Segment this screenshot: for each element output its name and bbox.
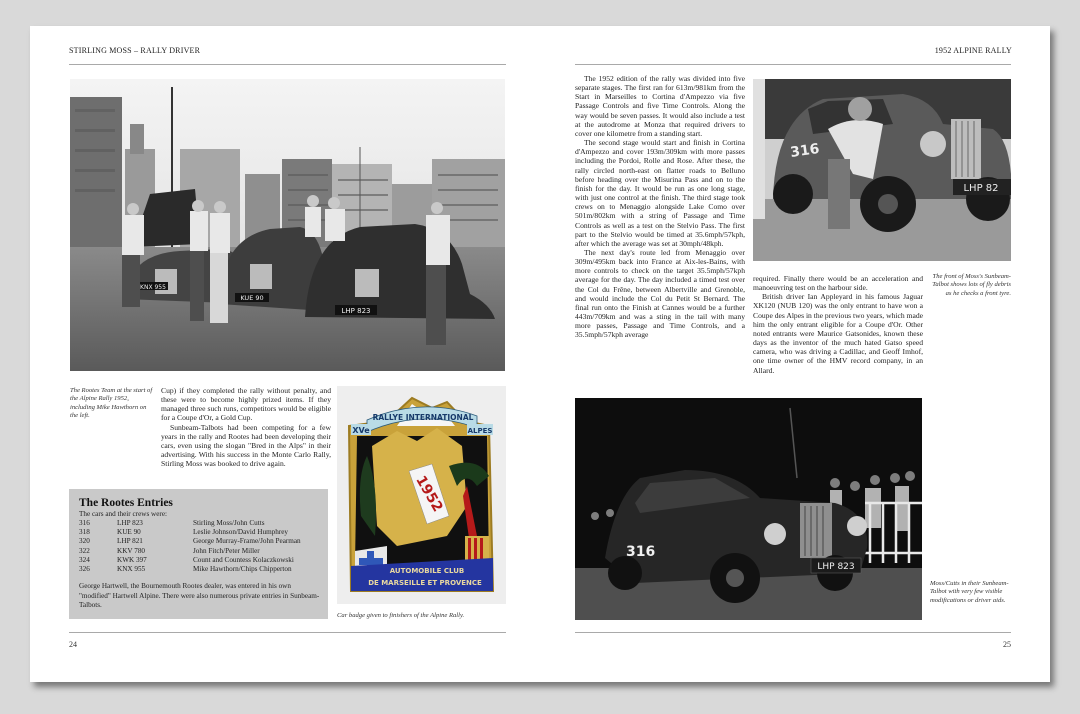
badge-club-line2: de Marseille et Provence xyxy=(368,579,482,587)
entries-row xyxy=(79,537,301,546)
badge-prefix: XVe xyxy=(352,426,370,435)
book-spread xyxy=(30,26,1050,682)
entries-table xyxy=(79,519,301,574)
entry-number: 316 xyxy=(79,519,90,527)
right-paragraph: The second stage would start and finish in Cortina d'Ampezzo and cover 193m/309km with more passes including the Pordoi, Rolle and Rose. After these, the rally circled north-east on flatter roads to Belluno before heading over the Misurina Pass and on to the finish for the day. It would be run as one long stage, with just one control at the finish. The third stage took crews on to Menaggio alongside Lake Como over 501m/802km with a string of Passage and Time Controls as well as a test on the Stelvio Pass. The first part to the Stelvio would be timed at 35.6mph/57kph, after which the average was set at 30mph/48kph. xyxy=(575,138,745,248)
entry-plate: LHP 821 xyxy=(117,537,143,546)
left-body-text xyxy=(161,386,331,468)
right-page-number: 25 xyxy=(1003,640,1011,649)
right-paragraph: British driver Ian Appleyard in his famous Jaguar XK120 (NUB 120) was the only entrant to have won a Coupe des Alpes in the previous two years, which made him the only entrant eligible for a Coupe d'Or. Other noted entrants were Maurice Gatsonides, known these days as the inventor of the much hated Gatso speed camera, who was driving a Cadillac, and Geoff Imhof, one time owner of the HMV record company, in an Allard. xyxy=(753,292,923,375)
entry-plate: KWK 397 xyxy=(117,555,147,564)
caption-moss-tyre: The front of Moss's Sunbeam-Talbot shows lots of fly debris as he checks a front tyre. xyxy=(932,273,1011,297)
photo-moss-tyre xyxy=(753,79,1011,261)
right-paragraph: The 1952 edition of the rally was divided into five separate stages. The first ran for 613m/981km from the Start in Marseilles to Cortina d'Ampezzo via five Passage Controls and five Time Controls. Along the way would be seven passes. It would also include a test at the autodrome at Monza that required drivers to cover one kilometre from a standing start. xyxy=(575,74,745,138)
moss-tyre-photo-image xyxy=(753,79,1011,261)
entries-intro: The cars and their crews were: xyxy=(79,510,168,518)
night-photo-car-number: 316 xyxy=(626,544,656,560)
entries-row xyxy=(79,547,301,556)
entry-number: 322 xyxy=(79,546,90,555)
entry-crew: Count and Countess Kolaczkowski xyxy=(193,555,294,564)
night-photo-plate: LHP 823 xyxy=(817,562,855,572)
right-running-head: 1952 ALPINE RALLY xyxy=(934,46,1012,55)
entry-plate: LHP 823 xyxy=(117,519,143,527)
left-running-head: STIRLING MOSS – RALLY DRIVER xyxy=(69,46,201,55)
right-header-rule xyxy=(575,64,1011,65)
photo-car-badge xyxy=(337,386,506,604)
photo-rootes-team xyxy=(70,79,505,371)
tyre-photo-plate: LHP 82 xyxy=(963,183,999,194)
entry-number: 324 xyxy=(79,555,90,564)
entry-crew: Stirling Moss/John Cutts xyxy=(193,519,265,527)
entry-crew: George Murray-Frame/John Pearman xyxy=(193,537,301,546)
entries-row xyxy=(79,565,301,574)
plate-knx-955: KNX 955 xyxy=(140,284,166,291)
tyre-photo-car-number: 316 xyxy=(789,141,821,161)
entry-crew: John Fitch/Peter Miller xyxy=(193,546,260,555)
badge-top-text: Rallye International xyxy=(372,413,474,422)
night-car-photo-image xyxy=(575,398,922,620)
left-paragraph: Cup) if they completed the rally without penalty, and these were to become highly prized items. If they managed three such runs, competitors would be eligible for a Coupe d'Or, a Gold Cup. xyxy=(161,386,331,423)
entry-plate: KUE 90 xyxy=(117,528,141,537)
left-page-number: 24 xyxy=(69,640,77,649)
plate-lhp-823: LHP 823 xyxy=(341,307,371,315)
right-footer-rule xyxy=(575,632,1011,633)
badge-right-text: Alpes xyxy=(467,427,493,435)
entry-number: 320 xyxy=(79,537,90,546)
right-paragraph: required. Finally there would be an acceleration and manoeuvring test on the harbour side. xyxy=(753,274,923,293)
caption-night-car: Moss/Cutts in their Sunbeam-Talbot with very few visible modifications or driver aids. xyxy=(930,580,1009,604)
right-paragraph: The next day's route led from Menaggio over 309m/495km back into France at Aix-les-Bains, with more controls to check on the target 35.5mph/57kph average for the day. The day included a timed test over the Col du Frêne, between Albertville and Grenoble, and would include the Col du Petit St Bernard. The final run onto the Finish at Cannes would be a further 443m/709km and was a sting in the tail with many more passes, Passage and Time Controls, and a 35.5mph/57kph average xyxy=(575,247,745,340)
badge-year: 1952 xyxy=(412,473,446,515)
entries-note: George Hartwell, the Bournemouth Rootes dealer, was entered in his own "modified" Hartwell Alpine. There were also numerous private entries in Sunbeam-Talbots. xyxy=(79,582,320,610)
entry-crew: Leslie Johnson/David Humphrey xyxy=(193,528,289,537)
entry-number: 326 xyxy=(79,565,90,574)
rootes-entries-sidebar xyxy=(69,489,328,619)
right-column-1 xyxy=(575,74,745,340)
entry-plate: KKV 780 xyxy=(117,546,146,555)
entries-row xyxy=(79,519,301,528)
plate-kue-90: KUE 90 xyxy=(240,294,264,302)
right-column-2 xyxy=(753,274,923,375)
photo-night-car xyxy=(575,398,922,620)
entries-row xyxy=(79,528,301,537)
entry-crew: Mike Hawthorn/Chips Chipperton xyxy=(193,565,292,574)
entries-title: The Rootes Entries xyxy=(79,497,173,509)
rootes-team-photo-image xyxy=(70,79,505,371)
badge-club-line1: Automobile Club xyxy=(389,567,465,575)
left-header-rule xyxy=(69,64,506,65)
left-paragraph: Sunbeam-Talbots had been competing for a few years in the rally and Rootes had been developing their cars, even using the slogan "Bred in the Alps" in their advertising. With his success in the Monte Carlo Rally, Stirling Moss was booked to drive again. xyxy=(161,422,331,469)
left-footer-rule xyxy=(69,632,506,633)
caption-car-badge: Car badge given to finishers of the Alpine Rally. xyxy=(337,612,465,619)
caption-rootes-team: The Rootes Team at the start of the Alpine Rally 1952, including Mike Hawthorn on the left. xyxy=(70,387,153,420)
entry-number: 318 xyxy=(79,528,90,537)
entries-row xyxy=(79,556,301,565)
car-badge-image xyxy=(337,386,506,604)
entry-plate: KNX 955 xyxy=(117,565,146,574)
